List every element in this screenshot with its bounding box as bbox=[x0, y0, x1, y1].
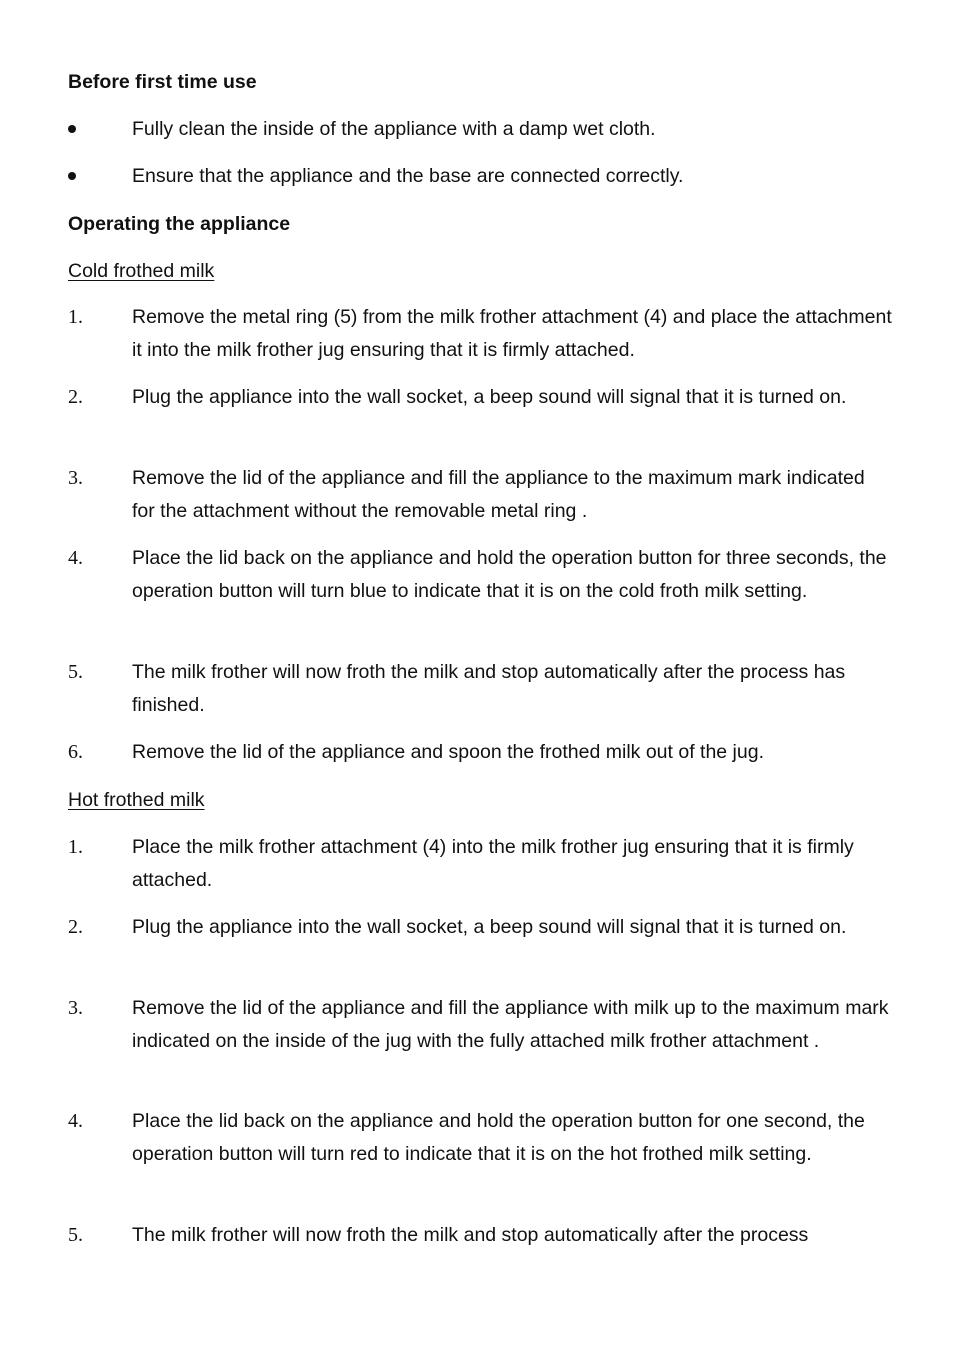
step-text: Remove the lid of the appliance and fill the appliance with milk up to the maximum mark indicated on the inside of the jug with the fully attached milk frother attachment . bbox=[132, 997, 889, 1052]
bullet-icon bbox=[68, 172, 76, 180]
bullet-text: Ensure that the appliance and the base are connected correctly. bbox=[132, 165, 684, 187]
step-text: Remove the lid of the appliance and fill the appliance to the maximum mark indicated for the attachment without the removable metal ring . bbox=[132, 467, 865, 522]
step-number: 3. bbox=[68, 467, 83, 489]
step-text: The milk frother will now froth the milk and stop automatically after the process has finished. bbox=[132, 661, 846, 716]
step-number: 5. bbox=[68, 661, 83, 683]
step-text: Remove the metal ring (5) from the milk frother attachment (4) and place the attachment it into the milk frother jug ensuring that it is firmly attached. bbox=[132, 306, 892, 361]
step-number: 3. bbox=[68, 997, 83, 1019]
step-number: 4. bbox=[68, 1110, 83, 1132]
bullet-text: Fully clean the inside of the appliance with a damp wet cloth. bbox=[132, 118, 656, 140]
step-number: 1. bbox=[68, 306, 83, 328]
bullet-icon bbox=[68, 125, 76, 133]
section-heading-operating: Operating the appliance bbox=[68, 213, 291, 235]
step-number: 4. bbox=[68, 547, 83, 569]
subheading-cold-frothed-milk: Cold frothed milk bbox=[68, 260, 215, 282]
step-text: Remove the lid of the appliance and spoon the frothed milk out of the jug. bbox=[132, 741, 764, 763]
section-heading-before-first-use: Before first time use bbox=[68, 71, 257, 93]
step-text: Plug the appliance into the wall socket, a beep sound will signal that it is turned on. bbox=[132, 386, 847, 408]
step-text: Place the milk frother attachment (4) into the milk frother jug ensuring that it is firmly attached. bbox=[132, 836, 854, 891]
step-text: Place the lid back on the appliance and hold the operation button for one second, the operation button will turn red to indicate that it is on the hot frothed milk setting. bbox=[132, 1110, 865, 1165]
step-number: 2. bbox=[68, 916, 83, 938]
step-number: 5. bbox=[68, 1224, 83, 1246]
step-number: 1. bbox=[68, 836, 83, 858]
step-number: 2. bbox=[68, 386, 83, 408]
step-text: Place the lid back on the appliance and hold the operation button for three seconds, the operation button will turn blue to indicate that it is on the cold froth milk setting. bbox=[132, 547, 887, 602]
subheading-hot-frothed-milk: Hot frothed milk bbox=[68, 789, 205, 811]
step-text: The milk frother will now froth the milk and stop automatically after the process bbox=[132, 1224, 809, 1246]
step-text: Plug the appliance into the wall socket, a beep sound will signal that it is turned on. bbox=[132, 916, 847, 938]
step-number: 6. bbox=[68, 741, 83, 763]
